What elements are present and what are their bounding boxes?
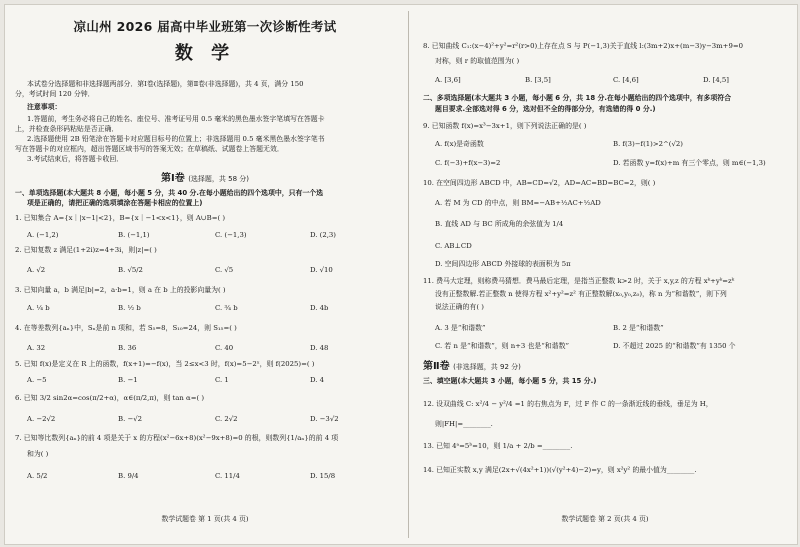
page-1-footer: 数学试题卷 第 1 页(共 4 页) xyxy=(161,515,249,523)
q7-option-d: D. 15/8 xyxy=(310,472,336,480)
q5-option-c: C. 1 xyxy=(215,376,229,384)
part-1-heading-cont: 项是正确的，请把正确的选项填涂在答题卡相应的位置上) xyxy=(27,199,203,207)
section-1-title: 第Ⅰ卷 xyxy=(160,173,185,184)
question-9: 9. 已知函数 f(x)=x³−3x+1，则下列说法正确的是( ) xyxy=(423,122,587,130)
question-11: 11. 费马大定理，则称费马猜想．费马最后定理，是指当正整数 k>2 时，关于 x,y,z 的方程 xᵏ+yᵏ=zᵏ xyxy=(423,277,735,285)
question-13: 13. 已知 4ᵃ=5ᵇ=10，则 1/a + 2/b =________. xyxy=(423,442,573,450)
q7-option-b: B. 9/4 xyxy=(118,472,139,480)
q4-option-b: B. 36 xyxy=(118,344,137,352)
q7-option-c: C. 11/4 xyxy=(215,472,240,480)
question-12-cont: 则|FH|=________. xyxy=(435,420,493,428)
exam-title: 凉山州 2026 届高中毕业班第一次诊断性考试 xyxy=(73,19,337,34)
question-5: 5. 已知 f(x)是定义在 R 上的函数，f(x+1)=−f(x)，当 2≤x<3 时，f(x)=5−2ˣ，则 f(2025)=( ) xyxy=(15,360,315,368)
exam-page-1 xyxy=(5,5,405,544)
q8-option-a: A. [3,6] xyxy=(435,76,461,84)
section-2-note: (非选择题，共 92 分) xyxy=(453,363,521,371)
question-3: 3. 已知向量 a，b 满足|b|=2，a·b=1，则 a 在 b 上的投影向量为( ) xyxy=(15,286,226,294)
question-12: 12. 设双曲线 C: x²/4 − y²/4 =1 的右焦点为 F，过 F 作 C 的一条渐近线的垂线，垂足为 H， xyxy=(423,400,713,408)
question-4: 4. 在等差数列{aₙ}中，Sₙ是前 n 项和，若 S₅=8，S₁₀=24，则 S₁₅=( ) xyxy=(15,324,237,332)
q5-option-b: B. −1 xyxy=(118,376,138,384)
question-8-cont: 对称，则 r 的取值范围为( ) xyxy=(435,57,520,65)
intro-line: 本试卷分选择题和非选择题两部分．第Ⅰ卷(选择题)，第Ⅱ卷(非选择题)，共 4 页，满分 150 xyxy=(27,80,304,88)
q10-option-b: B. 直线 AD 与 BC 所成角的余弦值为 1/4 xyxy=(435,220,564,228)
notice-line: 2.选择题使用 2B 铅笔涂在答题卡对应题目标号的位置上；非选择题用 0.5 毫米黑色墨水签字笔书 xyxy=(27,135,325,143)
section-1-heading xyxy=(5,169,405,184)
intro-line: 分，考试时间 120 分钟． xyxy=(15,90,95,98)
q9-option-d: D. 若函数 y=f(x)+m 有三个零点，则 m∈(−1,3) xyxy=(613,159,766,167)
question-1: 1. 已知集合 A={x｜|x−1|<2}，B={x｜−1<x<1}，则 A∪B=( ) xyxy=(15,214,226,222)
q2-option-c: C. √5 xyxy=(215,266,234,274)
question-10: 10. 在空间四边形 ABCD 中，AB=CD=√2，AD=AC=BD=BC=2，则( ) xyxy=(423,179,656,187)
question-14: 14. 已知正实数 x,y 满足(2x+√(4x²+1))(√(y²+4)−2)=y，则 x²y² 的最小值为________. xyxy=(423,466,697,474)
exam-page-2 xyxy=(413,5,797,544)
part-3-heading: 三、填空题(本大题共 3 小题，每小题 5 分，共 15 分.) xyxy=(423,377,597,385)
q11-option-b: B. 2 是“和谐数” xyxy=(613,324,664,332)
q6-option-c: C. 2√2 xyxy=(215,415,238,423)
q1-option-d: D. (2,3) xyxy=(310,231,336,239)
question-7-cont: 和为( ) xyxy=(27,450,49,458)
exam-sheet xyxy=(4,4,798,545)
q3-option-a: A. ¼ b xyxy=(27,304,50,312)
notice-line: 上，并检查条形码粘贴是否正确． xyxy=(15,125,119,133)
question-11-cont: 没有正整数解.若正整数 n 使得方程 x²+y²=z² 有正整数解(x₀,y₀,z₀)，称 n 为“和谐数”，则下列 xyxy=(435,290,727,298)
q10-option-a: A. 若 M 为 CD 的中点，则 BM=−AB+½AC+½AD xyxy=(435,199,601,207)
q2-option-a: A. √2 xyxy=(27,266,46,274)
q1-option-c: C. (−1,3) xyxy=(215,231,247,239)
q4-option-a: A. 32 xyxy=(27,344,46,352)
q2-option-d: D. √10 xyxy=(310,266,333,274)
subject-title: 数 学 xyxy=(174,43,236,64)
q5-option-d: D. 4 xyxy=(310,376,325,384)
q9-option-a: A. f(x)是奇函数 xyxy=(435,140,484,148)
q3-option-d: D. 4b xyxy=(310,304,329,312)
notice-line: 3.考试结束后，将答题卡收回． xyxy=(27,155,124,163)
q8-option-b: B. [3,5] xyxy=(525,76,551,84)
q2-option-b: B. √5/2 xyxy=(118,266,143,274)
q6-option-b: B. −√2 xyxy=(118,415,142,423)
q6-option-a: A. −2√2 xyxy=(27,415,56,423)
part-2-heading-cont: 题目要求.全部选对得 6 分，选对但不全的得部分分，有选错的得 0 分.) xyxy=(435,105,656,113)
q1-option-a: A. (−1,2) xyxy=(27,231,59,239)
part-1-heading: 一、单项选择题(本大题共 8 小题，每小题 5 分，共 40 分.在每小题给出的四个选项中，只有一个选 xyxy=(15,189,324,197)
question-7: 7. 已知等比数列{aₙ}的前 4 项是关于 x 的方程(x²−6x+8)(x²−9x+8)=0 的根，则数列{1/aₙ}的前 4 项 xyxy=(15,434,339,442)
q7-option-a: A. 5/2 xyxy=(27,472,48,480)
q3-option-b: B. ½ b xyxy=(118,304,141,312)
page-divider xyxy=(408,11,409,538)
q1-option-b: B. (−1,1) xyxy=(118,231,150,239)
part-2-heading: 二、多项选择题(本大题共 3 小题，每小题 6 分，共 18 分.在每小题给出的四个选项中，有多项符合 xyxy=(423,94,732,102)
q11-option-d: D. 不超过 2025 的“和谐数”有 1350 个 xyxy=(613,342,736,350)
q9-option-b: B. f(3)−f(1)>2^(√2) xyxy=(613,140,683,148)
notice-line: 1.答题前，考生务必将自己的姓名、座位号、准考证号用 0.5 毫米的黑色墨水签字笔填写在答题卡 xyxy=(27,115,325,123)
question-2: 2. 已知复数 z 满足(1+2i)z=4+3i，则|z|=( ) xyxy=(15,246,157,254)
notice-line: 写在答题卡的对应框内，超出答题区域书写的答案无效；在草稿纸、试题卷上答题无效． xyxy=(15,145,284,153)
section-1-note: (选择题，共 58 分) xyxy=(188,175,250,183)
section-2-title: 第Ⅱ卷 xyxy=(423,361,450,372)
question-8: 8. 已知曲线 C₁:(x−4)²+y²=r²(r>0)上存在点 S 与 P(−1,3)关于直线 l:(3m+2)x+(m−3)y−3m+9=0 xyxy=(423,42,743,50)
q8-option-c: C. [4,6] xyxy=(613,76,639,84)
q9-option-c: C. f(−3)+f(x−3)=2 xyxy=(435,159,501,167)
q4-option-c: C. 40 xyxy=(215,344,234,352)
q4-option-d: D. 48 xyxy=(310,344,329,352)
q5-option-a: A. −5 xyxy=(27,376,47,384)
q8-option-d: D. [4,5] xyxy=(703,76,729,84)
q11-option-c: C. 若 n 是“和谐数”，则 n+3 也是“和谐数” xyxy=(435,342,569,350)
q11-option-a: A. 3 是“和谐数” xyxy=(435,324,486,332)
notice-heading: 注意事项： xyxy=(27,103,62,111)
q10-option-d: D. 空间四边形 ABCD 外接球的表面积为 5π xyxy=(435,260,571,268)
section-2-heading xyxy=(423,357,521,372)
question-6: 6. 已知 3/2 sin2α=cos(π/2+α)，α∈(π/2,π)，则 tan α=( ) xyxy=(15,394,205,402)
q3-option-c: C. ¾ b xyxy=(215,304,238,312)
page-2-footer: 数学试题卷 第 2 页(共 4 页) xyxy=(561,515,649,523)
q10-option-c: C. AB⊥CD xyxy=(435,242,472,250)
question-11-cont2: 说法正确的有( ) xyxy=(435,303,484,311)
q6-option-d: D. −3√2 xyxy=(310,415,339,423)
